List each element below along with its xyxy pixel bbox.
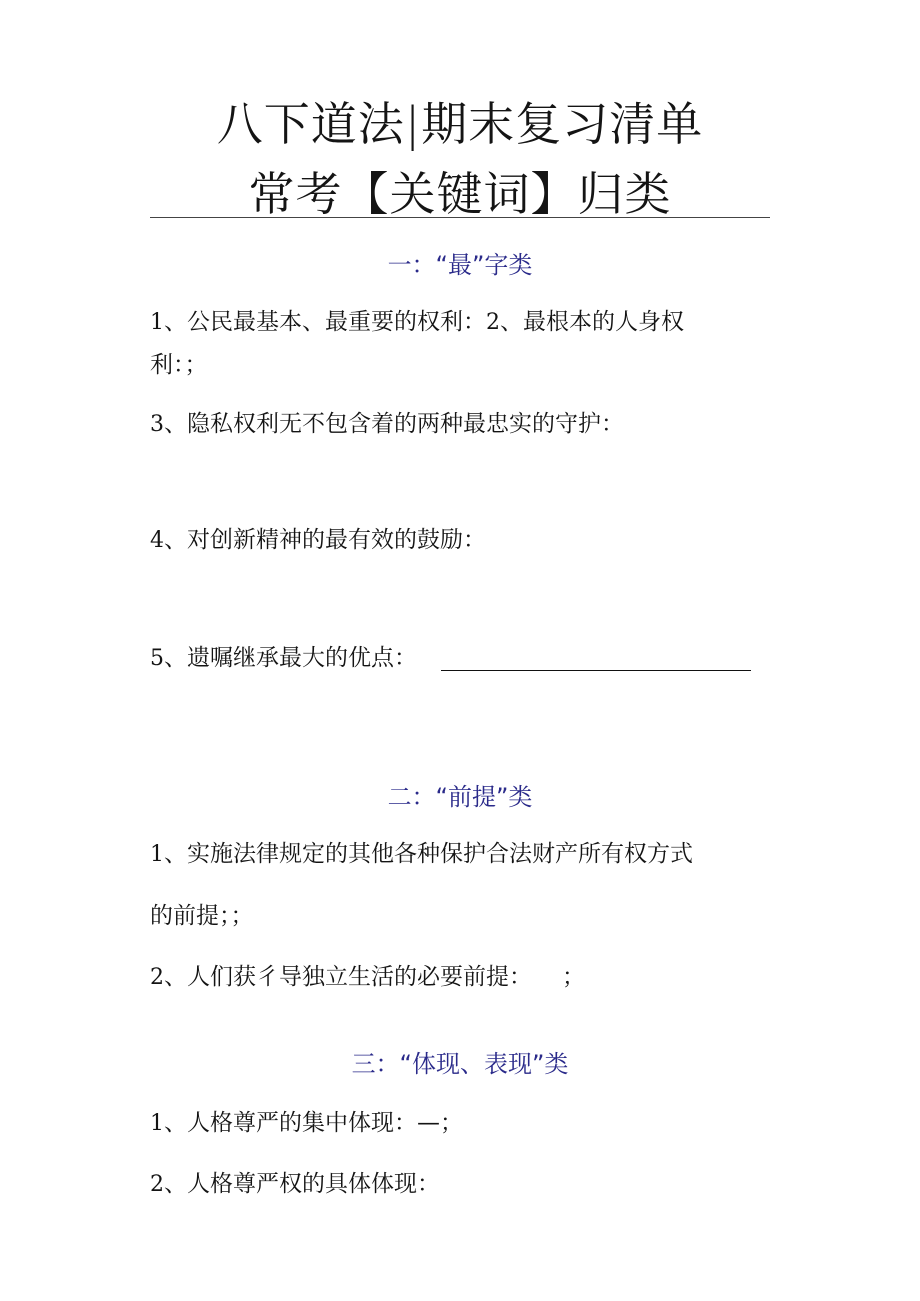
answer-blank [441,669,751,671]
item-number: 3 [150,412,164,437]
section-heading-1: 一：“最”字类 [387,251,533,279]
item-number: 1 [150,1111,164,1136]
document-title: 八下道法|期末复习清单 [216,97,704,151]
item-text: 、人格尊严权的具体体现： [164,1171,440,1197]
item-number: 4 [150,528,164,553]
list-item-continuation [150,347,208,383]
item-text: 、隐私权利无不包含着的两种最忠实的守护： [164,411,624,437]
item-tail: ； [562,964,585,990]
item-text: 、人格尊严的集中体现：—； [164,1110,463,1136]
title-divider [150,217,770,218]
item-number: 2 [150,965,164,990]
list-item [150,304,684,341]
list-item [150,836,693,873]
item-text: 、公民最基本、最重要的权利： [164,309,486,335]
item-text: 的前提；； [150,903,254,929]
item-number: 2 [486,310,500,335]
list-item [150,522,486,559]
item-text: 、实施法律规定的其他各种保护合法财产所有权方式 [164,841,693,867]
document-subtitle: 常考【关键词】归类 [248,167,672,221]
item-text: 、对创新精神的最有效的鼓励： [164,527,486,553]
item-text: 利：； [150,352,208,378]
section-heading-3: 三：“体现、表现”类 [351,1050,569,1078]
list-item-continuation [150,898,254,934]
item-number: 5 [150,646,164,671]
item-text: 、遗嘱继承最大的优点： [164,645,417,671]
list-item [150,640,751,677]
list-item [150,1166,440,1203]
list-item [150,959,585,996]
list-item [150,1105,463,1142]
item-text: 、最根本的人身权 [500,309,684,335]
item-number: 1 [150,842,164,867]
item-number: 1 [150,310,164,335]
item-number: 2 [150,1172,164,1197]
item-text: 、人们获彳导独立生活的必要前提： [164,964,532,990]
list-item [150,406,624,443]
section-heading-2: 二：“前提”类 [387,783,533,811]
